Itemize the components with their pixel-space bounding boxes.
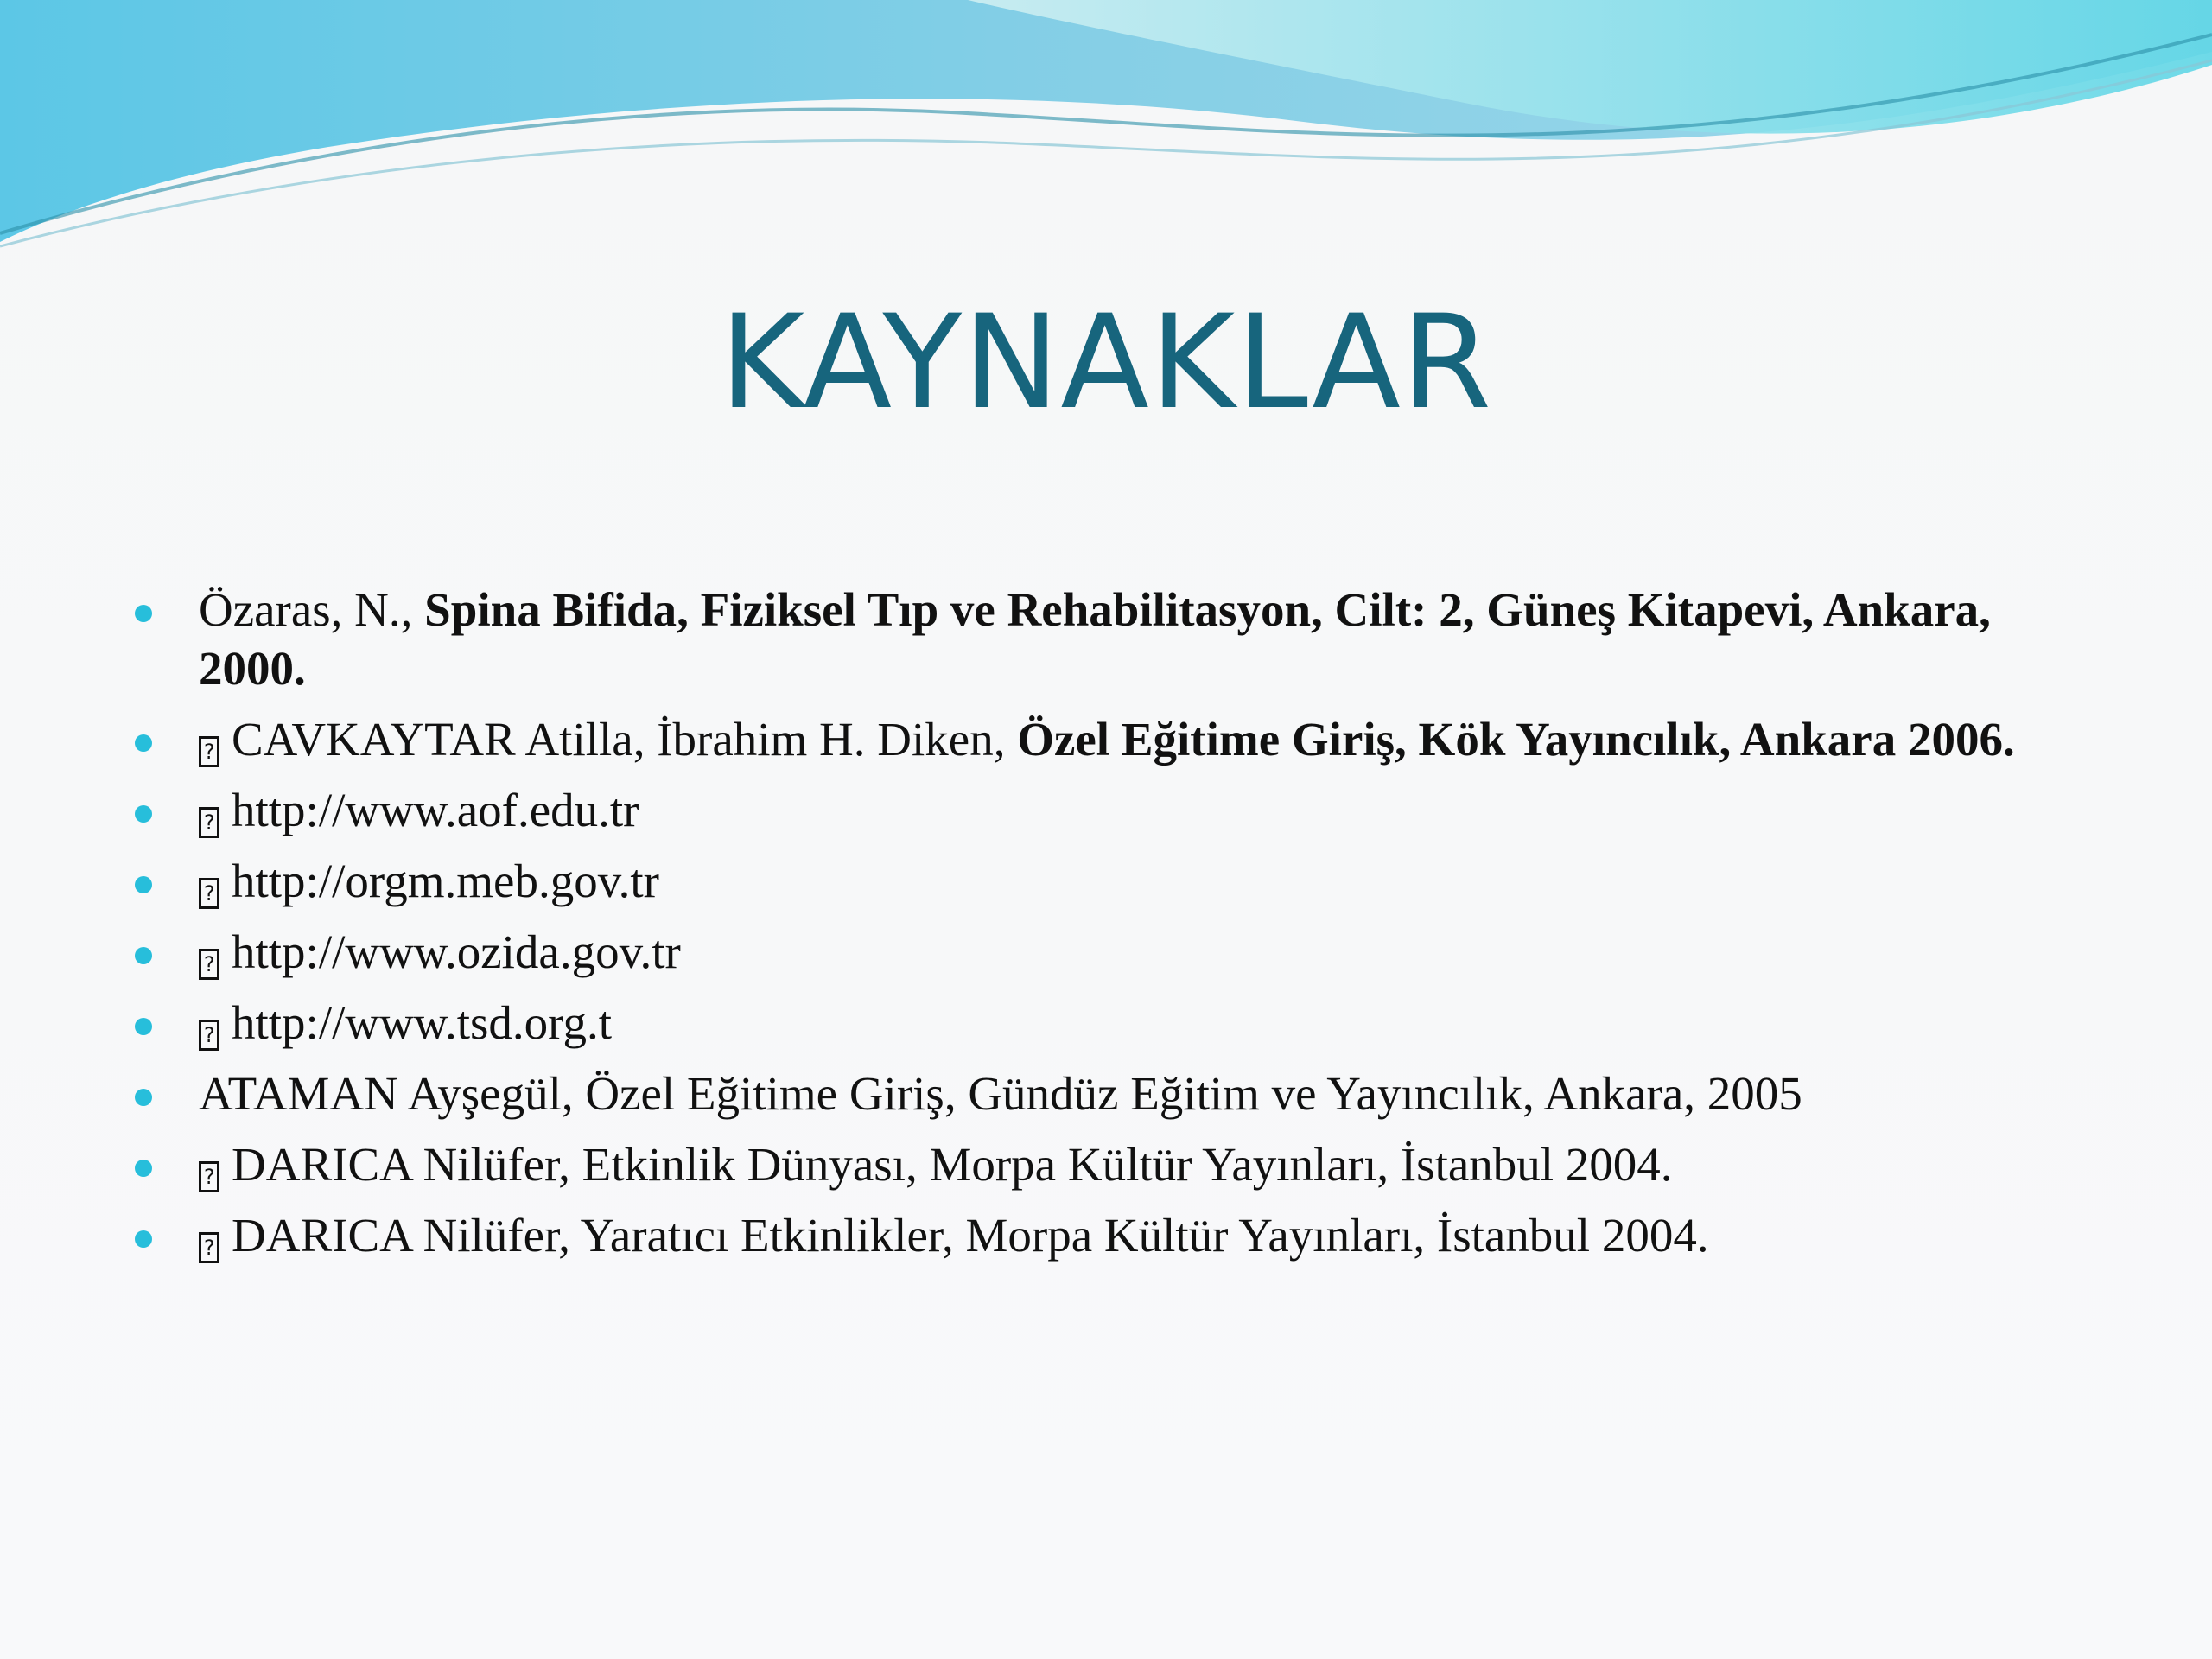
missing-glyph-icon: ? bbox=[199, 1232, 219, 1263]
reference-link[interactable]: http://www.ozida.gov.tr bbox=[232, 925, 681, 978]
reference-item bbox=[130, 581, 2100, 698]
reference-item bbox=[130, 994, 2100, 1052]
bullet-dot-icon bbox=[135, 1018, 152, 1035]
reference-title: Spina Bifida, Fiziksel Tıp ve Rehabilitasyon, Cilt: 2, Güneş Kitapevi, Ankara, 2000. bbox=[199, 583, 1991, 695]
reference-text: DARICA Nilüfer, Etkinlik Dünyası, Morpa Kültür Yayınları, İstanbul 2004. bbox=[232, 1138, 1673, 1191]
bullet-dot-icon bbox=[135, 1230, 152, 1248]
reference-author: Özaras, N., bbox=[199, 583, 425, 636]
reference-link[interactable]: http://www.aof.edu.tr bbox=[232, 784, 639, 836]
bullet-dot-icon bbox=[135, 605, 152, 622]
reference-text: ATAMAN Ayşegül, Özel Eğitime Giriş, Gündüz Eğitim ve Yayıncılık, Ankara, 2005 bbox=[199, 1067, 1802, 1120]
reference-item bbox=[130, 710, 2100, 769]
reference-item bbox=[130, 1135, 2100, 1194]
bullet-dot-icon bbox=[135, 805, 152, 823]
reference-item bbox=[130, 852, 2100, 911]
reference-title: Özel Eğitime Giriş, Kök Yayıncılık, Ankara 2006. bbox=[1017, 713, 2015, 766]
bullet-dot-icon bbox=[135, 1160, 152, 1177]
reference-link[interactable]: http://orgm.meb.gov.tr bbox=[232, 855, 659, 907]
slide-title: KAYNAKLAR bbox=[719, 288, 1493, 438]
bullet-dot-icon bbox=[135, 1089, 152, 1106]
reference-item bbox=[130, 1206, 2100, 1265]
reference-text: DARICA Nilüfer, Yaratıcı Etkinlikler, Morpa Kültür Yayınları, İstanbul 2004. bbox=[232, 1209, 1709, 1262]
bullet-dot-icon bbox=[135, 734, 152, 752]
reference-author: CAVKAYTAR Atilla, İbrahim H. Diken, bbox=[232, 713, 1018, 766]
reference-link[interactable]: http://www.tsd.org.t bbox=[232, 996, 613, 1049]
missing-glyph-icon: ? bbox=[199, 878, 219, 909]
missing-glyph-icon: ? bbox=[199, 736, 219, 767]
reference-item bbox=[130, 923, 2100, 982]
reference-list bbox=[130, 581, 2100, 1277]
reference-item bbox=[130, 781, 2100, 840]
reference-item bbox=[130, 1065, 2100, 1123]
bullet-dot-icon bbox=[135, 876, 152, 893]
missing-glyph-icon: ? bbox=[199, 949, 219, 980]
missing-glyph-icon: ? bbox=[199, 1161, 219, 1192]
bullet-dot-icon bbox=[135, 947, 152, 964]
header-wave-decoration bbox=[0, 0, 2212, 259]
missing-glyph-icon: ? bbox=[199, 1020, 219, 1051]
missing-glyph-icon: ? bbox=[199, 807, 219, 838]
